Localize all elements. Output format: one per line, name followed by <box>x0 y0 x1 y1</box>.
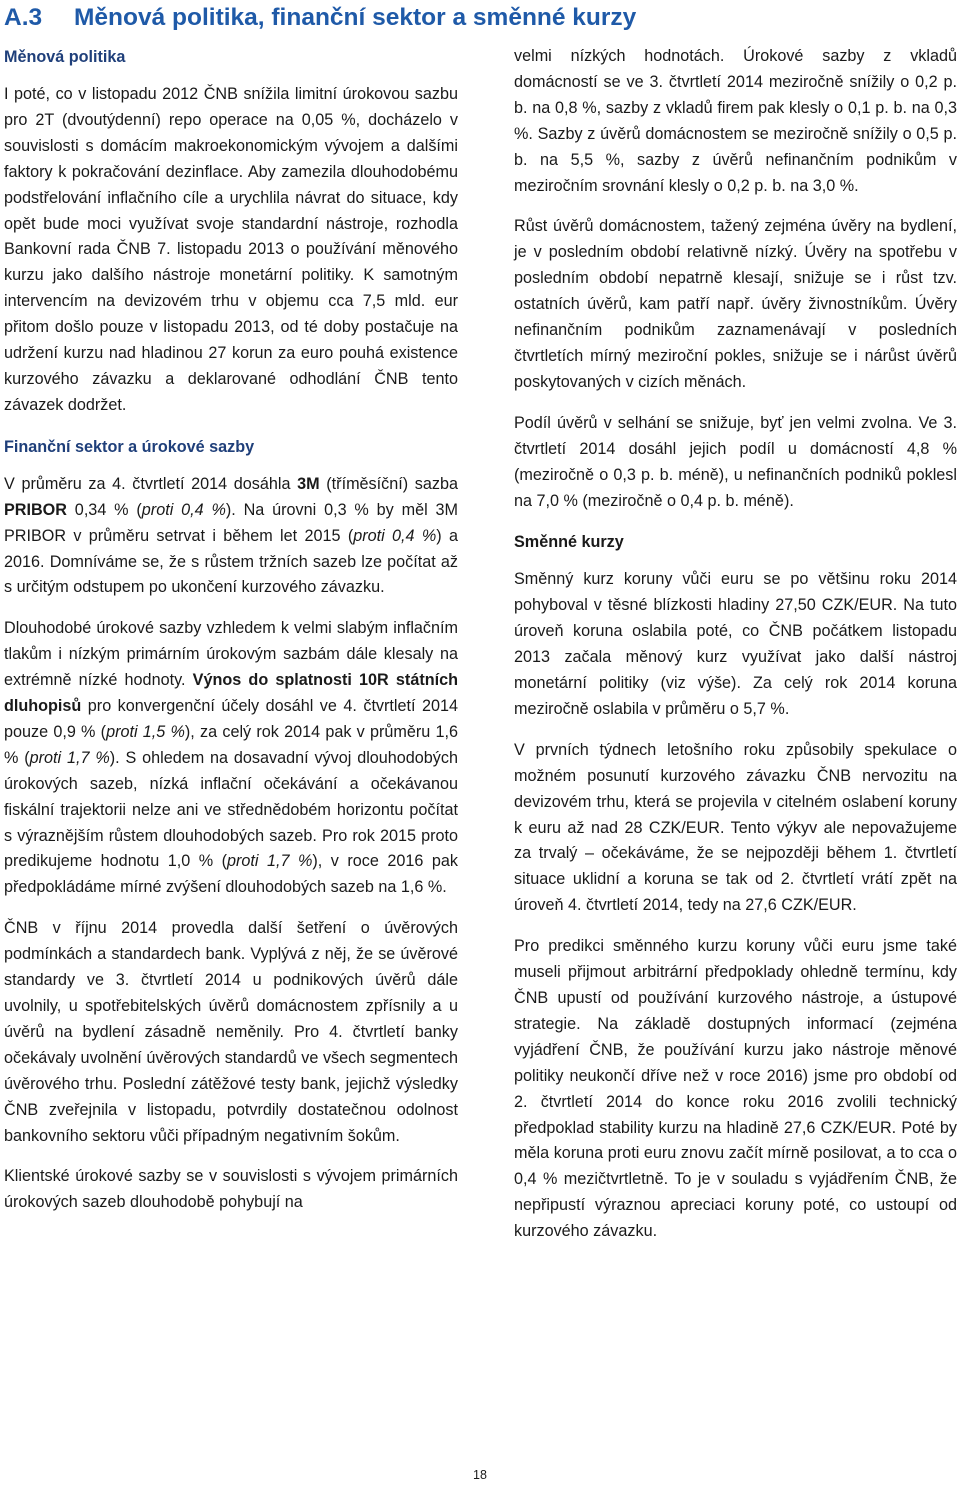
paragraph-koruna-2014: Směnný kurz koruny vůči euru se po většinu roku 2014 pohyboval v těsné blízkosti hladiny 27,50 CZK/EUR. Na tuto úroveň koruna oslabila poté, co ČNB počátkem listopadu 2013 začala měnový kurz využívat jako další nástroj monetární politiky (viz výše). Za celý rok 2014 koruna meziročně oslabila v průměru o 5,7 %. <box>514 570 957 718</box>
page-number: 18 <box>473 1468 487 1482</box>
paragraph-client-rates: Klientské úrokové sazby se v souvislosti s vývojem primárních úrokových sazeb dlouhodobě pohybují na <box>4 1167 458 1212</box>
paragraph-loan-growth: Růst úvěrů domácnostem, tažený zejména úvěry na bydlení, je v posledním období relativně nízký. Úvěry na spotřebu v posledním období nepatrně klesají, snižuje se i růst tzv. ostatních úvěrů, kam patří např. úvěry živnostníkům. Úvěry nefinančním podnikům zaznamenávají v posledních čtvrtletích mírný meziroční pokles, snižuje se i nárůst úvěrů poskytovaných v cizích měnách. <box>514 217 957 391</box>
heading-financial-sector: Finanční sektor a úrokové sazby <box>4 437 255 456</box>
heading-exchange-rates: Směnné kurzy <box>514 533 624 552</box>
paragraph-deposit-rates: velmi nízkých hodnotách. Úrokové sazby z vkladů domácností se ve 3. čtvrtletí 2014 meziročně snížily o 0,2 p. b. na 0,8 %, sazby z vkladů firem pak klesly o 0,1 p. b. na 0,3 %. Sazby z úvěrů domácnostem se meziročně snížily o 0,5 p. b. na 5,5 %, sazby z úvěrů nefinančním podnikům v meziročním srovnání klesly o 0,2 p. b. na 3,0 %. <box>514 47 957 195</box>
section-header <box>4 2 956 34</box>
paragraph-credit-survey: ČNB v říjnu 2014 provedla další šetření o úvěrových podmínkách a standardech bank. Vyplývá z něj, že se úvěrové standardy ve 3. čtvrtletí 2014 u podnikových úvěrů dále uvolnily, u spotřebitelských úvěrů domácnostem zpřísnily a u úvěrů na bydlení zásadně neměnily. Pro 4. čtvrtletí banky očekávaly uvolnění úvěrových standardů ve všech segmentech úvěrového trhu. Poslední zátěžové testy bank, jejichž výsledky ČNB zveřejnila v listopadu, potvrdily dostatečnou odolnost bankovního sektoru vůči případným negativním šokům. <box>4 919 458 1145</box>
paragraph-pribor: V průměru za 4. čtvrtletí 2014 dosáhla 3M (tříměsíční) sazba PRIBOR 0,34 % (proti 0,4 %). Na úrovni 0,3 % by měl 3M PRIBOR v průměru setrvat i během let 2015 (proti 0,4 %) a 2016. Domníváme se, že s růstem tržních sazeb lze počítat až s určitým odstupem po ukončení kurzového závazku. <box>4 474 458 597</box>
section-number: A.3 <box>4 4 43 31</box>
paragraph-forecast-assumptions: Pro predikci směnného kurzu koruny vůči euru jsme také museli přijmout arbitrární předpoklady ohledně termínu, kdy ČNB upustí od používání kurzového nástroje, a ústupové strategie. Na základě dostupných informací (zejména vyjádření ČNB, že používání kurzu jako nástroje měnové politiky neukončí dříve než v roce 2016) jsme pro období od 2. čtvrtletí 2014 do konce roku 2016 zvolili technický předpoklad stability kurzu na hladině 27,6 CZK/EUR. Poté by měla koruna proti euru znovu začít mírně posilovat, a to cca o 0,4 % mezičtvrtletně. To je v souladu s vyjádřením ČNB, že nepřipustí výraznou apreciaci koruny poté, co ustoupí od kurzového závazku. <box>514 937 957 1241</box>
paragraph-npl: Podíl úvěrů v selhání se snižuje, byť jen velmi zvolna. Ve 3. čtvrtletí 2014 dosáhl jejich podíl u domácností 4,8 % (meziročně o 0,3 p. b. méně), u nefinančních podniků poklesl na 7,0 % (meziročně o 0,4 p. b. méně). <box>514 413 957 510</box>
paragraph-speculation: V prvních týdnech letošního roku způsobily spekulace o možném posunutí kurzového závazku ČNB nervozitu na devizovém trhu, která se projevila v citelném oslabení koruny k euru až nad 28 CZK/EUR. Tento výkyv ale nepovažujeme za trvalý – očekáváme, že se nejpozději během 1. čtvrtletí situace uklidní a koruna se tak od 2. čtvrtletí vrátí zpět na úroveň 4. čtvrtletí 2014, tedy na 27,6 CZK/EUR. <box>514 740 957 915</box>
left-column <box>4 44 458 1231</box>
heading-monetary-policy: Měnová politika <box>4 48 126 66</box>
right-column <box>514 44 957 1260</box>
paragraph-long-term-rates: Dlouhodobé úrokové sazby vzhledem k velmi slabým inflačním tlakům i nízkým primárním úrokovým sazbám dále klesaly na extrémně nízké hodnoty. Výnos do splatnosti 10R státních dluhopisů pro konvergenční účely dosáhl ve 4. čtvrtletí 2014 pouze 0,9 % (proti 1,5 %), za celý rok 2014 pak v průměru 1,6 % (proti 1,7 %). S ohledem na dosavadní vývoj dlouhodobých úrokových sazeb, nízká inflační očekávání a očekávanou fiskální trajektorii nelze ani ve střednědobém horizontu počítat s výraznějším růstem dlouhodobých sazeb. Pro rok 2015 proto predikujeme hodnotu 1,0 % (proti 1,7 %), v roce 2016 pak předpokládáme mírné zvýšení dlouhodobých sazeb na 1,6 %. <box>4 619 459 897</box>
paragraph-monetary-policy: I poté, co v listopadu 2012 ČNB snížila limitní úrokovou sazbu pro 2T (dvoutýdenní) repo operace na 0,05 %, docházelo v souvislosti s domácím makroekonomickým vývojem a dalšími faktory k pokračování dezinflace. Aby zamezila dlouhodobému podstřelování inflačního cíle a urychlila návrat do situace, kdy opět bude moci využívat svoje standardní nástroje, rozhodla Bankovní rada ČNB 7. listopadu 2013 o používání měnového kurzu jako dalšího nástroje monetární politiky. K samotným intervencím na devizovém trhu v objemu cca 7,5 mld. eur přitom došlo pouze v listopadu 2013, od té doby postačuje na udržení kurzu nad hladinou 27 korun za euro pouhá existence kurzového závazku a deklarované odhodlání ČNB tento závazek dodržet. <box>4 85 458 414</box>
section-title: Měnová politika, finanční sektor a směnné kurzy <box>74 4 637 31</box>
